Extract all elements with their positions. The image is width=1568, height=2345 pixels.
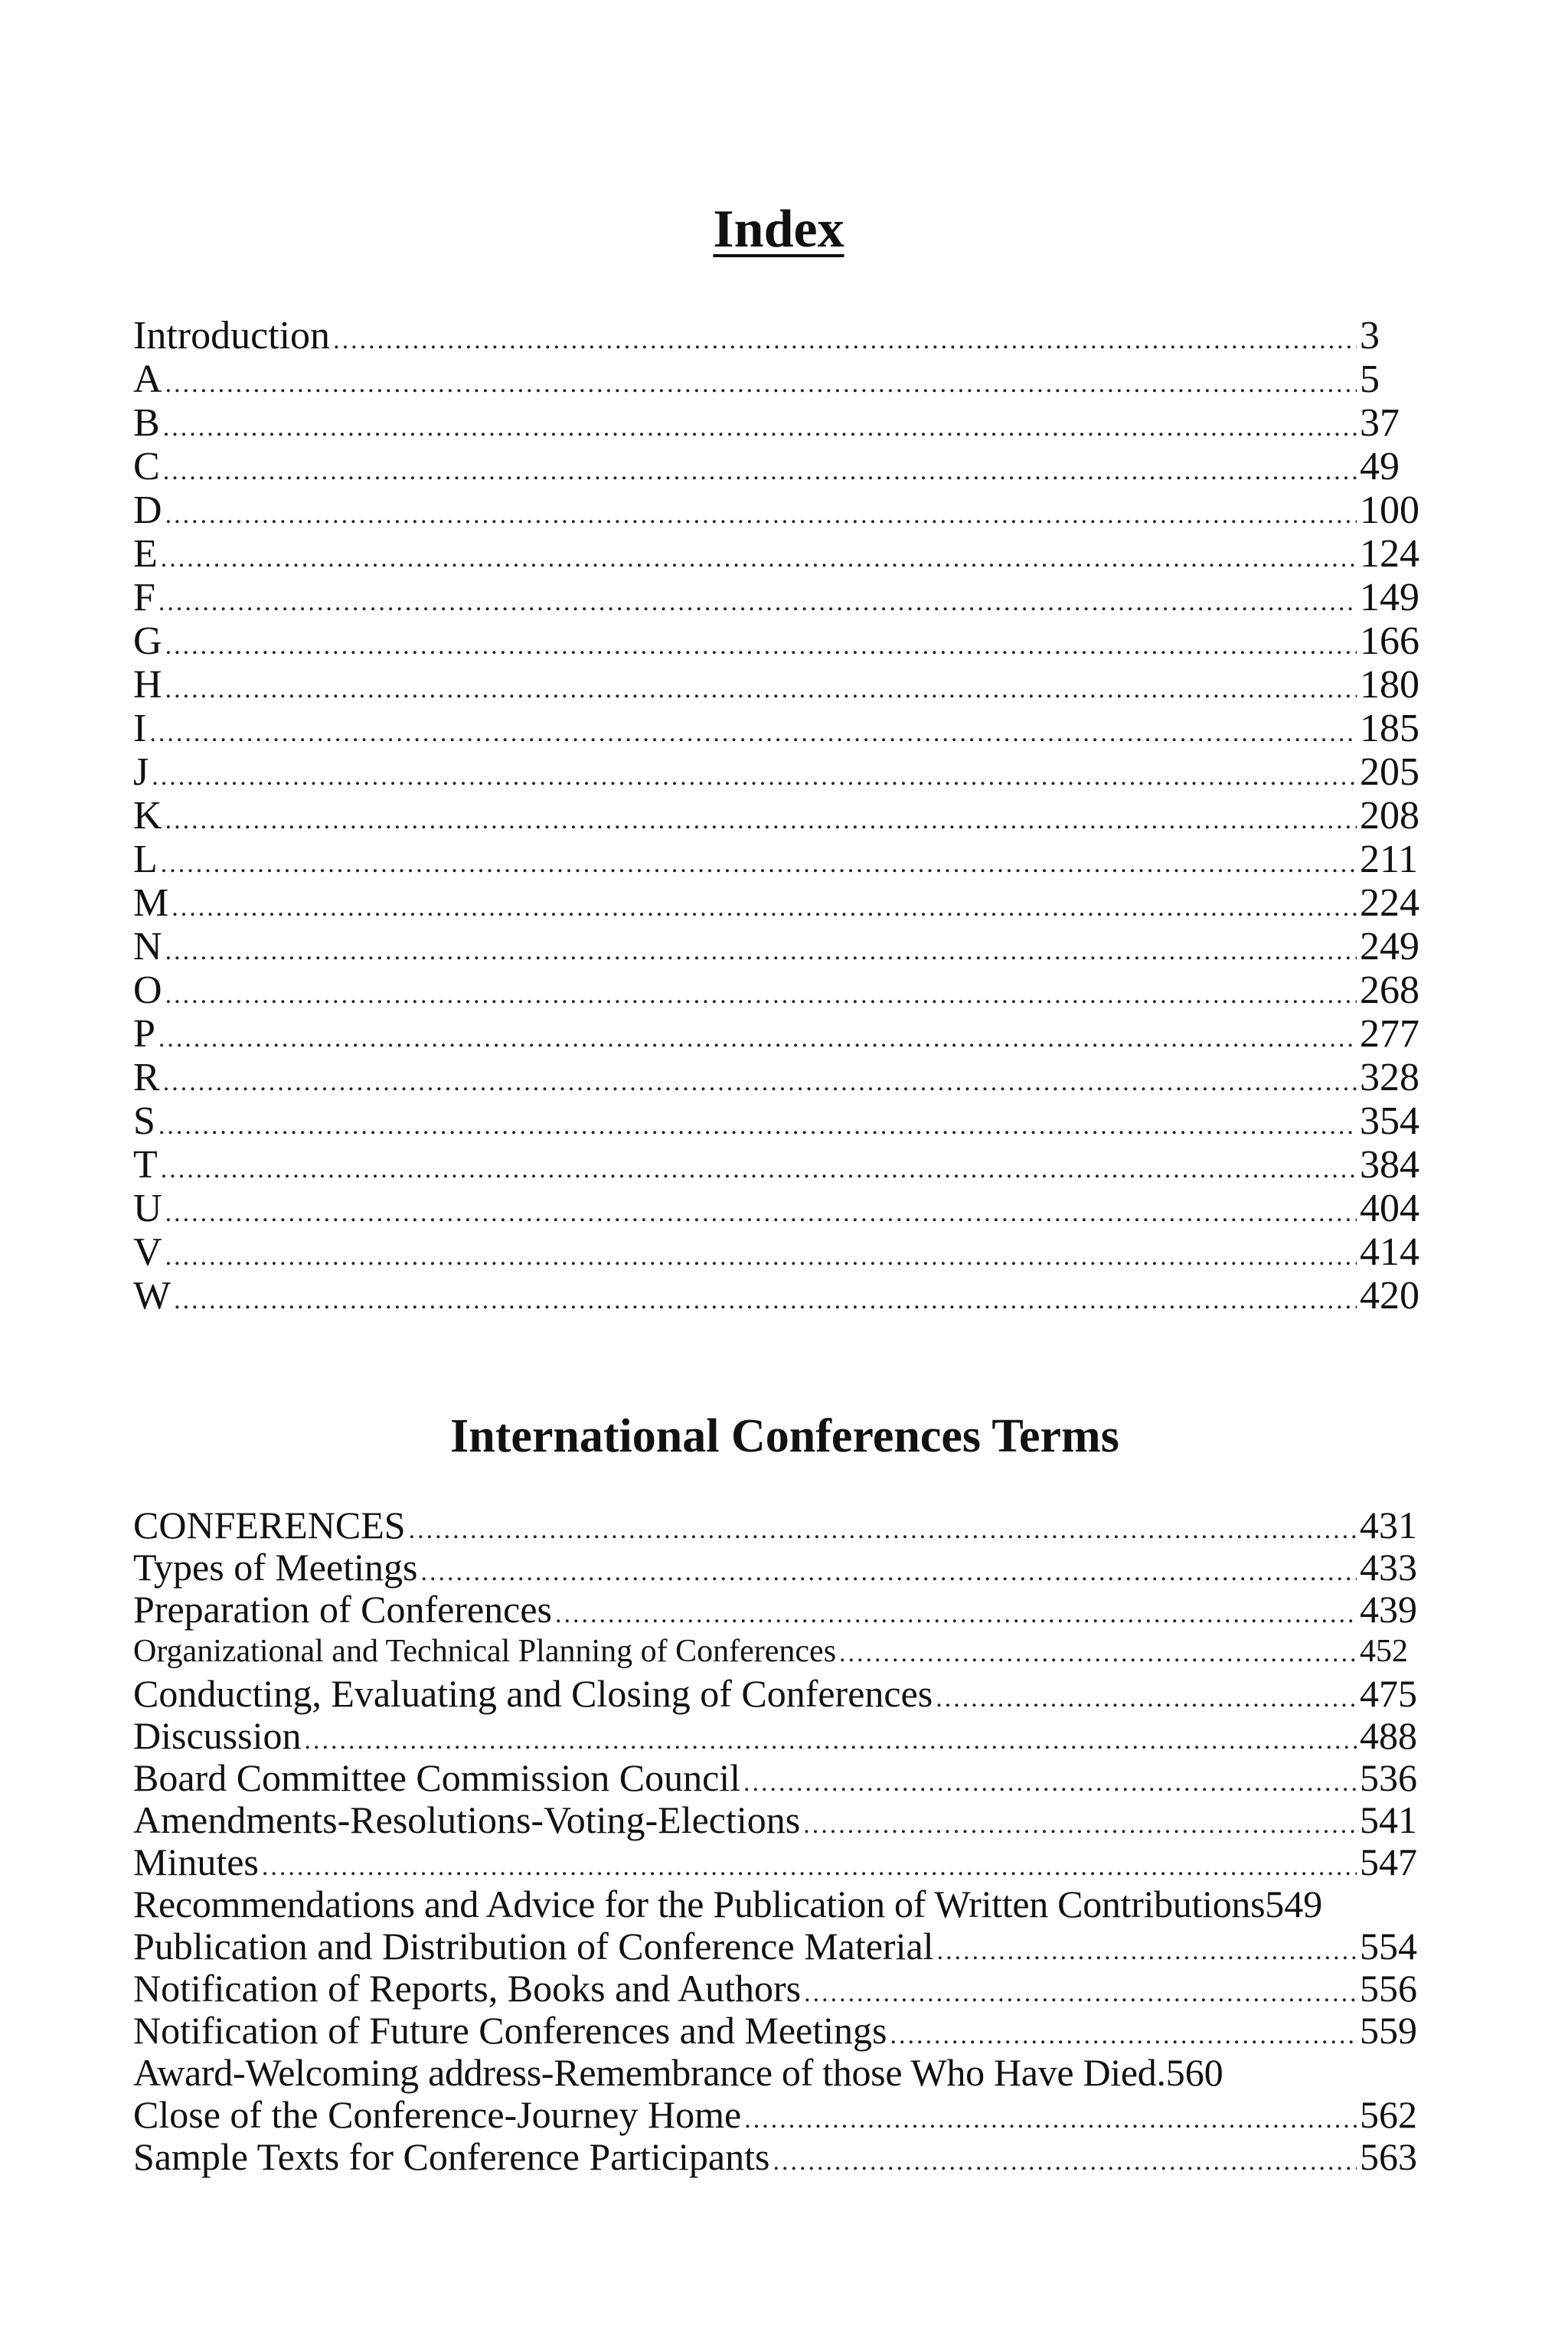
dot-leader — [161, 842, 1357, 886]
index-entry — [133, 1274, 1424, 1318]
index-entry-label: Introduction — [133, 314, 331, 358]
dot-leader — [936, 1677, 1357, 1720]
index-entry — [133, 925, 1424, 968]
dot-leader — [165, 493, 1357, 537]
term-entry — [133, 1968, 1424, 2010]
index-entry — [133, 794, 1424, 838]
index-entry-page: 420 — [1360, 1274, 1419, 1318]
term-entry-page: 452 — [1360, 1634, 1408, 1669]
dot-leader — [555, 1592, 1357, 1636]
term-entry — [133, 1673, 1424, 1715]
index-entry-label: D — [133, 488, 162, 532]
index-entry-label: F — [133, 576, 155, 619]
term-entry — [133, 1925, 1424, 1968]
index-entry-page: 268 — [1360, 968, 1419, 1012]
dot-leader — [803, 1803, 1357, 1847]
dot-leader — [158, 1017, 1357, 1060]
index-entry-page: 277 — [1360, 1012, 1419, 1056]
dot-leader — [409, 1508, 1357, 1552]
index-entry-label: C — [133, 445, 160, 488]
index-entry — [133, 488, 1424, 532]
index-entry — [133, 576, 1424, 619]
dot-leader — [937, 1929, 1357, 1973]
term-entry-page: 556 — [1360, 1967, 1417, 2010]
dot-leader — [165, 624, 1357, 668]
term-entry-page: 431 — [1360, 1504, 1417, 1546]
term-entry-page: 554 — [1360, 1925, 1417, 1968]
index-entry-label: J — [133, 750, 149, 794]
term-entry-page: 536 — [1360, 1756, 1417, 1799]
index-entry — [133, 1230, 1424, 1274]
index-entry-label: T — [133, 1143, 158, 1187]
dot-leader — [158, 1104, 1357, 1148]
index-entry — [133, 663, 1424, 707]
dot-leader — [149, 711, 1357, 755]
index-entry — [133, 707, 1424, 750]
index-entry-label: K — [133, 794, 162, 838]
page-title: Index — [713, 200, 844, 259]
index-entry — [133, 532, 1424, 576]
index-entry-label: N — [133, 925, 162, 968]
index-entry-page: 249 — [1360, 925, 1419, 968]
index-entry — [133, 1056, 1424, 1099]
index-entry-label: O — [133, 968, 162, 1012]
term-entry — [133, 1757, 1424, 1799]
dot-leader — [165, 799, 1357, 842]
dot-leader — [163, 449, 1357, 493]
term-entry — [133, 1715, 1424, 1757]
index-entry-page: 384 — [1360, 1143, 1419, 1187]
index-entry — [133, 358, 1424, 401]
index-entry-page: 404 — [1360, 1187, 1419, 1230]
index-entry-page: 224 — [1360, 881, 1419, 925]
index-entry-page: 37 — [1360, 401, 1400, 445]
index-entry-page: 5 — [1360, 358, 1380, 401]
index-entry — [133, 314, 1424, 358]
term-entry-page: 547 — [1360, 1840, 1417, 1883]
index-entry — [133, 1012, 1424, 1056]
index-entry-label: H — [133, 663, 162, 707]
term-entry — [133, 1841, 1424, 1883]
term-entry-label: Award-Welcoming address-Remembrance of those Who Have Died. — [133, 2051, 1166, 2094]
dot-leader — [172, 886, 1357, 929]
term-entry-label: Organizational and Technical Planning of Conferences — [133, 1634, 837, 1669]
dot-leader — [161, 1148, 1357, 1191]
index-entry-page: 100 — [1360, 488, 1419, 532]
index-entry-label: R — [133, 1056, 160, 1099]
term-entry-label: Notification of Reports, Books and Authors — [133, 1967, 802, 2010]
dot-leader — [165, 1191, 1357, 1235]
dot-leader — [804, 1971, 1357, 2015]
term-entry-label: Preparation of Conferences — [133, 1588, 552, 1631]
dot-leader — [333, 318, 1357, 362]
dot-leader — [165, 1235, 1357, 1279]
term-entry-label: Notification of Future Conferences and Meetings — [133, 2009, 887, 2052]
dot-leader — [161, 537, 1357, 580]
index-entry-page: 208 — [1360, 794, 1419, 838]
term-entry-page: 488 — [1360, 1714, 1417, 1757]
index-entry-label: B — [133, 401, 160, 445]
dot-leader — [165, 668, 1357, 711]
term-entry-page: 560 — [1165, 2051, 1223, 2094]
term-entry-label: Amendments-Resolutions-Voting-Elections — [133, 1798, 801, 1841]
dot-leader — [420, 1550, 1357, 1594]
term-entry — [133, 1883, 1424, 1925]
index-entry — [133, 1143, 1424, 1187]
conference-terms-list — [133, 1504, 1424, 2178]
index-entry-page: 124 — [1360, 532, 1419, 576]
term-entry-page: 549 — [1265, 1883, 1323, 1925]
dot-leader — [773, 2140, 1357, 2183]
index-entry-page: 149 — [1360, 576, 1419, 619]
dot-leader — [839, 1631, 1357, 1675]
dot-leader — [744, 2098, 1357, 2141]
index-entry-page: 328 — [1360, 1056, 1419, 1099]
index-entry-label: U — [133, 1187, 162, 1230]
index-entry — [133, 619, 1424, 663]
term-entry-page: 563 — [1360, 2135, 1417, 2178]
term-entry — [133, 2010, 1424, 2052]
index-entry-page: 49 — [1360, 445, 1400, 488]
dot-leader — [165, 973, 1357, 1017]
term-entry — [133, 2094, 1424, 2136]
term-entry-page: 541 — [1360, 1798, 1417, 1841]
term-entry-label: CONFERENCES — [133, 1504, 406, 1546]
section-title: International Conferences Terms — [450, 1410, 1119, 1462]
index-entry-page: 185 — [1360, 707, 1419, 750]
index-entry-label: E — [133, 532, 158, 576]
index-entry-label: P — [133, 1012, 155, 1056]
term-entry-page: 439 — [1360, 1588, 1417, 1631]
term-entry-page: 562 — [1360, 2093, 1417, 2136]
term-entry-page: 475 — [1360, 1672, 1417, 1715]
term-entry — [133, 1631, 1424, 1673]
index-entry-page: 414 — [1360, 1230, 1419, 1274]
dot-leader — [174, 1279, 1357, 1322]
index-entry-page: 180 — [1360, 663, 1419, 707]
term-entry-label: Publication and Distribution of Conference Material — [133, 1925, 934, 1968]
index-entry-label: S — [133, 1099, 155, 1143]
dot-leader — [163, 1060, 1357, 1104]
dot-leader — [165, 362, 1357, 406]
index-entry — [133, 1187, 1424, 1230]
term-entry-label: Types of Meetings — [133, 1546, 418, 1589]
term-entry — [133, 1799, 1424, 1841]
dot-leader — [152, 755, 1357, 799]
index-entry — [133, 881, 1424, 925]
index-entry-page: 205 — [1360, 750, 1419, 794]
index-entry-page: 166 — [1360, 619, 1419, 663]
index-entry-label: G — [133, 619, 162, 663]
term-entry-label: Board Committee Commission Council — [133, 1756, 741, 1799]
term-entry-label: Minutes — [133, 1840, 259, 1883]
index-entry-label: M — [133, 881, 169, 925]
index-entry-label: A — [133, 358, 162, 401]
index-entry-label: W — [133, 1274, 172, 1318]
index-entry-label: L — [133, 838, 158, 881]
term-entry-label: Discussion — [133, 1714, 302, 1757]
index-entry — [133, 445, 1424, 488]
term-entry — [133, 1546, 1424, 1589]
dot-leader — [165, 929, 1357, 973]
index-entry — [133, 1099, 1424, 1143]
term-entry-label: Conducting, Evaluating and Closing of Conferences — [133, 1672, 933, 1715]
term-entry-page: 433 — [1360, 1546, 1417, 1589]
dot-leader — [158, 580, 1357, 624]
index-entry-page: 211 — [1360, 838, 1419, 881]
index-page — [133, 199, 1424, 2178]
index-entry-page: 354 — [1360, 1099, 1419, 1143]
index-entry — [133, 750, 1424, 794]
index-entry — [133, 968, 1424, 1012]
index-entry — [133, 401, 1424, 445]
term-entry-label: Recommendations and Advice for the Publication of Written Contributions — [133, 1883, 1266, 1925]
term-entry-label: Close of the Conference-Journey Home — [133, 2093, 742, 2136]
index-entry-label: V — [133, 1230, 162, 1274]
term-entry-page: 559 — [1360, 2009, 1417, 2052]
index-entry — [133, 838, 1424, 881]
term-entry — [133, 1589, 1424, 1631]
term-entry — [133, 2052, 1424, 2094]
term-entry — [133, 2136, 1424, 2178]
term-entry — [133, 1504, 1424, 1546]
dot-leader — [163, 406, 1357, 449]
index-list — [133, 314, 1424, 1318]
dot-leader — [743, 1761, 1357, 1804]
term-entry-label: Sample Texts for Conference Participants — [133, 2135, 770, 2178]
index-entry-page: 3 — [1360, 314, 1380, 358]
index-entry-label: I — [133, 707, 147, 750]
